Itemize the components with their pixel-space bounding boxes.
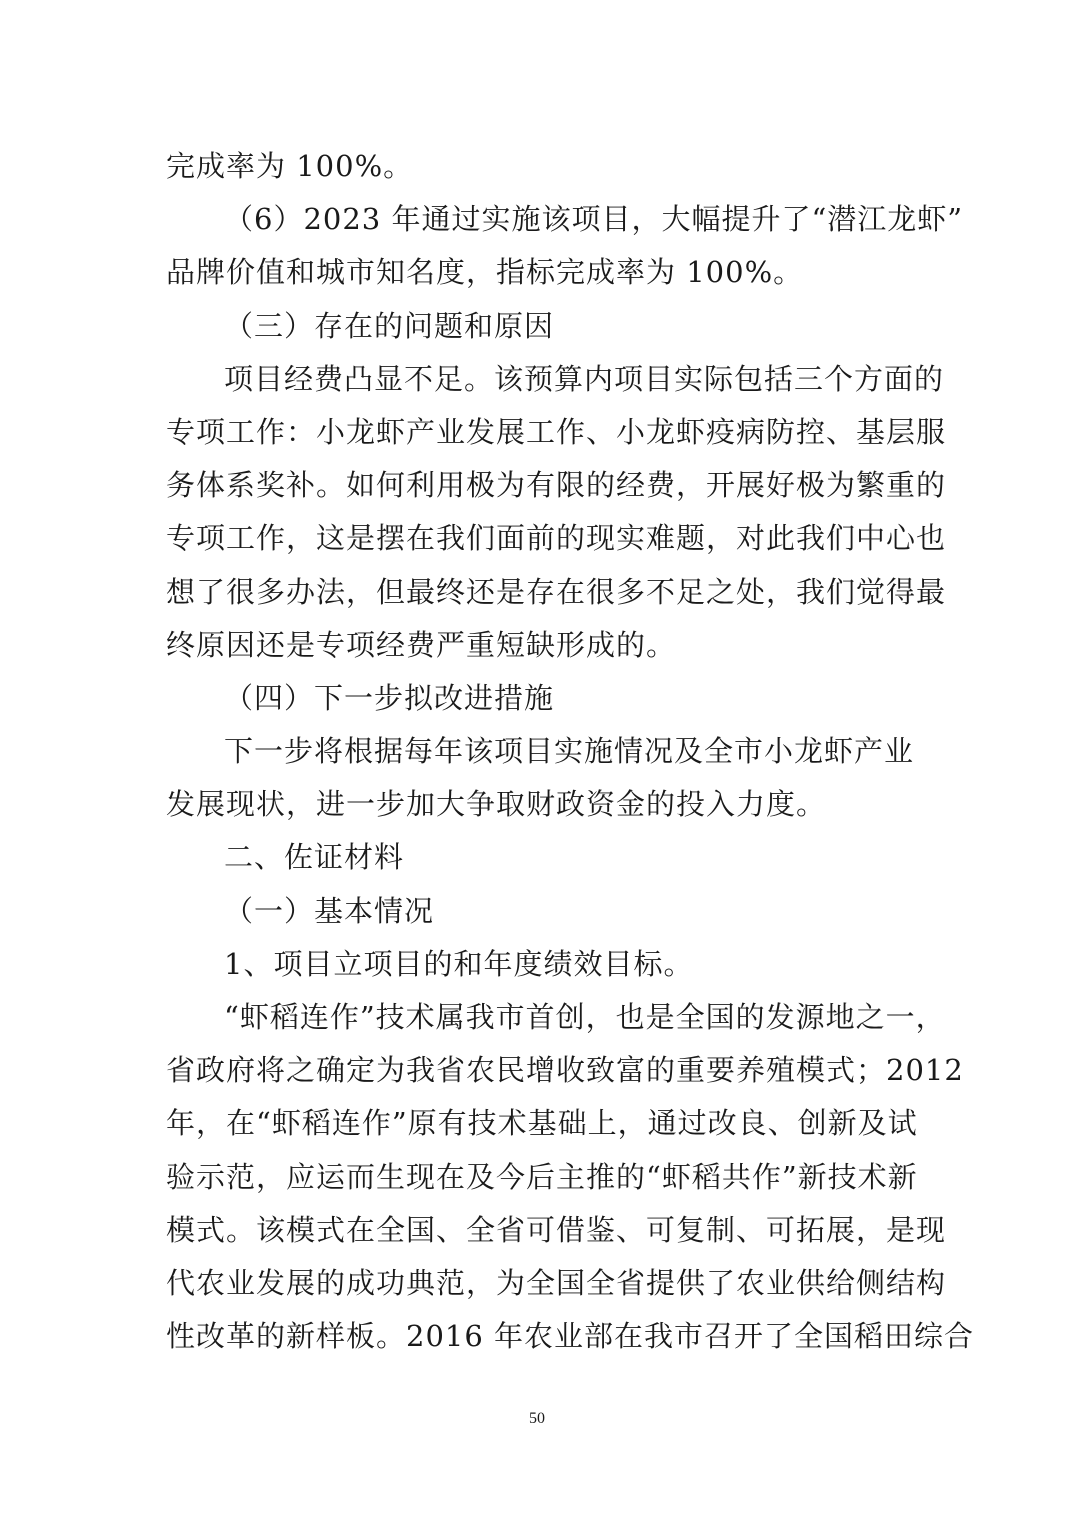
body-text [166, 140, 975, 1363]
text-line: （6）2023 年通过实施该项目，大幅提升了“潜江龙虾” [224, 202, 964, 237]
text-line: 完成率为 100%。 [166, 149, 414, 183]
section-heading: 二、佐证材料 [224, 840, 405, 875]
text-line: 终原因还是专项经费严重短缺形成的。 [166, 627, 677, 662]
text-line: 省政府将之确定为我省农民增收致富的重要养殖模式；2012 [166, 1053, 964, 1088]
text-line: 代农业发展的成功典范，为全国全省提供了农业供给侧结构 [166, 1265, 947, 1300]
text-line: 品牌价值和城市知名度，指标完成率为 100%。 [166, 255, 804, 290]
text-line: 性改革的新样板。2016 年农业部在我市召开了全国稻田综合 [166, 1319, 975, 1354]
text-line: 模式。该模式在全国、全省可借鉴、可复制、可拓展，是现 [166, 1212, 947, 1247]
text-line: 专项工作，这是摆在我们面前的现实难题，对此我们中心也 [166, 521, 947, 556]
page-number: 50 [529, 1410, 545, 1427]
section-heading: （一）基本情况 [224, 893, 435, 928]
text-line: 项目经费凸显不足。该预算内项目实际包括三个方面的 [224, 361, 945, 396]
text-line: 专项工作：小龙虾产业发展工作、小龙虾疫病防控、基层服 [166, 414, 947, 449]
text-line: 务体系奖补。如何利用极为有限的经费，开展好极为繁重的 [166, 468, 947, 503]
section-heading: （三）存在的问题和原因 [224, 308, 555, 343]
text-line: 年，在“虾稻连作”原有技术基础上，通过改良、创新及试 [166, 1106, 918, 1141]
text-line: 验示范，应运而生现在及今后主推的“虾稻共作”新技术新 [166, 1159, 918, 1194]
text-line: 想了很多办法，但最终还是存在很多不足之处，我们觉得最 [166, 574, 947, 609]
text-line: 发展现状，进一步加大争取财政资金的投入力度。 [166, 787, 827, 822]
section-heading: 1、项目立项目的和年度绩效目标。 [224, 946, 694, 981]
section-heading: （四）下一步拟改进措施 [224, 680, 555, 715]
text-line: 下一步将根据每年该项目实施情况及全市小龙虾产业 [224, 734, 915, 769]
text-line: “虾稻连作”技术属我市首创，也是全国的发源地之一， [224, 1000, 946, 1034]
